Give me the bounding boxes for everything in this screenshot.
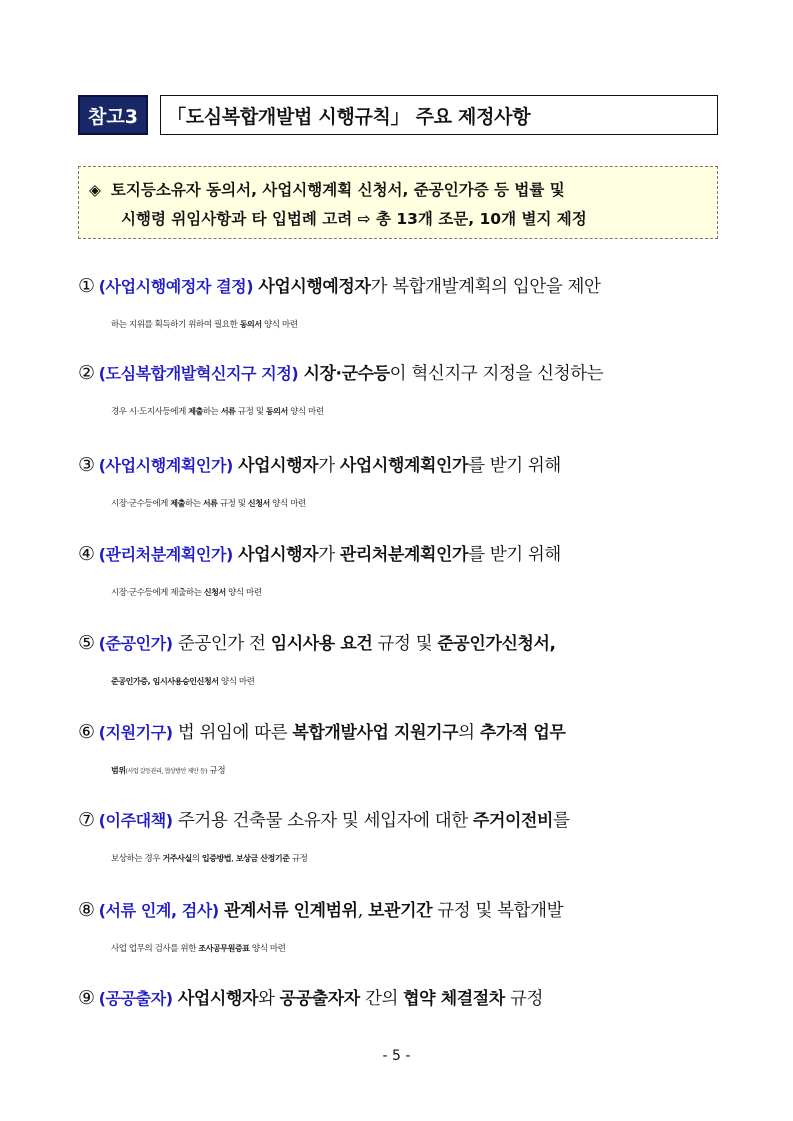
- emphasis-text: 제출: [170, 499, 185, 508]
- emphasis-text: 거주사실: [162, 854, 192, 863]
- item-text: 경우 시·도지사등에게: [111, 407, 189, 417]
- item-number: ⑨: [78, 987, 95, 1009]
- emphasis-text: 신청서: [203, 588, 226, 597]
- item-number: ⑧: [78, 899, 95, 921]
- item-text: (사업 갈등관리, 협상방안 제안 등): [125, 768, 208, 775]
- emphasis-text: 주거이전비: [472, 811, 554, 831]
- item-line-2: [78, 930, 724, 968]
- emphasis-text: 사업시행예정자: [258, 277, 371, 297]
- emphasis-text: 관리처분계획인가: [339, 545, 469, 565]
- emphasis-text: 준공인가신청서,: [437, 634, 556, 654]
- item-text: 법 위임에 따른: [172, 723, 293, 743]
- item-text: 보상하는 경우: [111, 854, 163, 864]
- emphasis-text: 신청서: [247, 499, 270, 508]
- item-line-1: [78, 536, 724, 574]
- emphasis-text: 동의서: [239, 320, 262, 329]
- item-line-2: [78, 306, 724, 344]
- item-text: 가 복합개발계획의 입안을 제안: [370, 277, 601, 297]
- item-number: ④: [78, 543, 95, 565]
- item-text: 가: [318, 456, 340, 476]
- item-text: 의: [191, 854, 202, 864]
- emphasis-text: 보상금 산정기준: [235, 854, 290, 863]
- item-text: 규정: [207, 766, 226, 776]
- list-item: [78, 980, 724, 1018]
- item-number: ③: [78, 454, 95, 476]
- item-text: 준공인가 전: [172, 634, 271, 654]
- item-number: ⑤: [78, 632, 95, 654]
- item-text: 시장·군수등에게: [111, 499, 171, 509]
- reference-tag: 참고3: [78, 95, 148, 135]
- item-text: 규정 및: [235, 407, 266, 417]
- item-line-1: [78, 268, 724, 306]
- list-item: [78, 536, 724, 612]
- list-item: [78, 892, 724, 968]
- emphasis-text: 동의서: [265, 407, 288, 416]
- item-line-2: [78, 663, 724, 701]
- item-text: 규정: [289, 854, 308, 864]
- item-number: ②: [78, 362, 95, 384]
- emphasis-text: 입증방법: [201, 854, 232, 863]
- list-item: [78, 447, 724, 523]
- summary-line-2: 시행령 위임사항과 타 입법례 고려 ⇨ 총 13개 조문, 10개 별지 제정: [121, 210, 587, 228]
- emphasis-text: 협약 체결절차: [403, 989, 505, 1009]
- emphasis-text: 제출: [188, 407, 203, 416]
- item-text: 규정 및: [372, 634, 438, 654]
- list-item: [78, 625, 724, 701]
- list-item: [78, 714, 724, 790]
- item-category: (서류 인계, 검사): [98, 901, 219, 920]
- emphasis-text: 조사공무원증표: [198, 944, 250, 953]
- item-text: 를 받기 위해: [468, 545, 561, 565]
- item-text: 주거용 건축물 소유자 및 세입자에 대한: [172, 811, 473, 831]
- diamond-bullet-icon: ◈: [89, 181, 101, 199]
- item-number: ⑥: [78, 721, 95, 743]
- item-text: 간의: [359, 989, 404, 1009]
- emphasis-text: 사업시행자: [238, 456, 319, 476]
- document-title: 「도심복합개발법 시행규칙」 주요 제정사항: [160, 95, 718, 135]
- item-text: 시장·군수등에게 제출하는: [111, 588, 204, 598]
- item-text: 하는 지위를 획득하기 위하여 필요한: [111, 320, 240, 330]
- emphasis-text: 임시사용 요건: [270, 634, 373, 654]
- item-line-1: [78, 802, 724, 840]
- item-line-2: [78, 752, 724, 790]
- item-line-1: [78, 355, 724, 393]
- item-category: (지원기구): [98, 723, 173, 742]
- emphasis-text: 추가적 업무: [479, 723, 566, 743]
- item-text: 규정 및 복합개발: [432, 901, 564, 921]
- section-header: [78, 95, 718, 135]
- item-text: 규정 및: [217, 499, 248, 509]
- item-text: ,: [231, 854, 236, 864]
- item-line-1: [78, 625, 724, 663]
- item-text: 양식 마련: [225, 588, 262, 598]
- emphasis-text: 준공인가증, 임시사용승인신청서: [111, 677, 219, 686]
- item-text: 하는: [184, 499, 203, 509]
- item-text: 양식 마련: [218, 677, 255, 687]
- item-text: 양식 마련: [287, 407, 324, 417]
- item-number: ⑦: [78, 809, 95, 831]
- item-text: 규정: [504, 989, 543, 1009]
- emphasis-text: 사업시행자: [177, 989, 258, 1009]
- item-line-2: [78, 840, 724, 878]
- item-line-1: [78, 714, 724, 752]
- list-item: [78, 355, 724, 431]
- list-item: [78, 268, 724, 344]
- item-text: 를 받기 위해: [468, 456, 561, 476]
- emphasis-text: 범위: [111, 766, 126, 775]
- item-category: (관리처분계획인가): [98, 545, 233, 564]
- item-category: (공공출자): [98, 989, 173, 1008]
- emphasis-text: 공공출자자: [279, 989, 360, 1009]
- item-category: (도심복합개발혁신지구 지정): [98, 364, 299, 383]
- item-text: 이 혁신지구 지정을 신청하는: [389, 364, 604, 384]
- page-number: - 5 -: [382, 1048, 411, 1064]
- item-text: 의: [458, 723, 480, 743]
- item-line-1: [78, 980, 724, 1018]
- emphasis-text: 사업시행자: [238, 545, 319, 565]
- item-line-1: [78, 892, 724, 930]
- item-text: 와: [258, 989, 280, 1009]
- emphasis-text: 시장·군수등: [303, 364, 390, 384]
- item-text: 양식 마련: [261, 320, 298, 330]
- summary-box: [78, 166, 718, 239]
- item-text: 양식 마련: [249, 944, 286, 954]
- emphasis-text: 사업시행계획인가: [339, 456, 469, 476]
- item-number: ①: [78, 275, 95, 297]
- item-category: (이주대책): [98, 811, 173, 830]
- item-line-2: [78, 485, 724, 523]
- emphasis-text: 서류: [202, 499, 218, 508]
- item-text: 사업 업무의 검사를 위한: [111, 944, 199, 954]
- item-text: ,: [357, 901, 369, 921]
- item-category: (사업시행예정자 결정): [98, 277, 254, 296]
- summary-line-1: ◈ 토지등소유자 동의서, 사업시행계획 신청서, 준공인가증 등 법률 및: [89, 181, 565, 199]
- emphasis-text: 보관기간: [368, 901, 433, 921]
- item-text: 를: [553, 811, 570, 831]
- emphasis-text: 관계서류 인계범위: [224, 901, 358, 921]
- item-line-2: [78, 393, 724, 431]
- item-text: 하는: [202, 407, 221, 417]
- list-item: [78, 802, 724, 878]
- item-line-2: [78, 574, 724, 612]
- item-category: (준공인가): [98, 634, 173, 653]
- item-line-1: [78, 447, 724, 485]
- item-text: 양식 마련: [269, 499, 306, 509]
- item-category: (사업시행계획인가): [98, 456, 233, 475]
- emphasis-text: 복합개발사업 지원기구: [292, 723, 459, 743]
- item-text: 가: [318, 545, 340, 565]
- emphasis-text: 서류: [220, 407, 236, 416]
